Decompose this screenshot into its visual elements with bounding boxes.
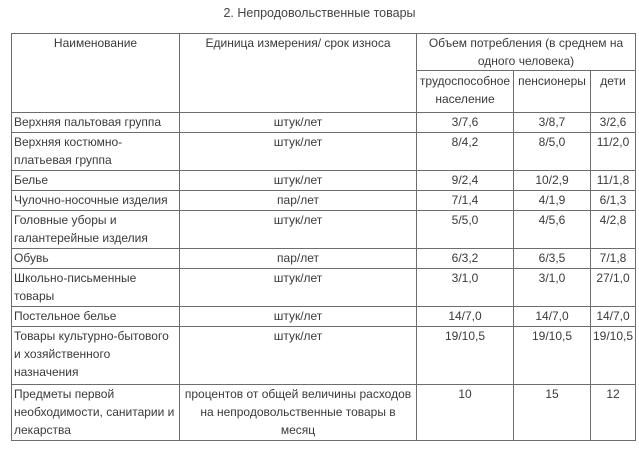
row-working-cell: 19/10,5 — [417, 327, 514, 385]
header-row-1 — [12, 34, 636, 71]
row-children-cell: 19/10,5 — [591, 327, 636, 385]
row-unit-cell: штук/лет — [180, 133, 417, 171]
row-children-cell: 4/2,8 — [591, 211, 636, 249]
row-children-cell: 3/2,6 — [591, 113, 636, 133]
row-working-cell: 14/7,0 — [417, 307, 514, 327]
table-row — [12, 385, 636, 441]
table-row — [12, 191, 636, 211]
row-unit-cell: штук/лет — [180, 269, 417, 307]
table-row — [12, 171, 636, 191]
row-working-cell: 3/7,6 — [417, 113, 514, 133]
table-row — [12, 307, 636, 327]
row-children-cell: 11/2,0 — [591, 133, 636, 171]
row-working-cell: 3/1,0 — [417, 269, 514, 307]
row-pensioners-cell: 4/5,6 — [514, 211, 591, 249]
row-children-cell: 7/1,8 — [591, 249, 636, 269]
row-name-cell: Обувь — [12, 249, 180, 269]
header-name: Наименование — [12, 34, 180, 113]
table-row — [12, 211, 636, 249]
row-name-cell: Белье — [12, 171, 180, 191]
row-working-cell: 5/5,0 — [417, 211, 514, 249]
table-body — [12, 113, 636, 441]
row-pensioners-cell: 15 — [514, 385, 591, 441]
row-name-cell: Верхняя костюмно-платьевая группа — [12, 133, 180, 171]
row-working-cell: 6/3,2 — [417, 249, 514, 269]
header-working: трудоспособное население — [417, 71, 514, 113]
table-row — [12, 269, 636, 307]
row-pensioners-cell: 4/1,9 — [514, 191, 591, 211]
row-pensioners-cell: 6/3,5 — [514, 249, 591, 269]
row-unit-cell: штук/лет — [180, 307, 417, 327]
row-pensioners-cell: 14/7,0 — [514, 307, 591, 327]
row-name-cell: Предметы первой необходимости, санитарии и лекарства — [12, 385, 180, 441]
row-children-cell: 6/1,3 — [591, 191, 636, 211]
row-name-cell: Товары культурно-бытового и хозяйственного назначения — [12, 327, 180, 385]
row-pensioners-cell: 3/1,0 — [514, 269, 591, 307]
header-volume: Объем потребления (в среднем на одного человека) — [417, 34, 636, 71]
row-name-cell: Чулочно-носочные изделия — [12, 191, 180, 211]
table-row — [12, 249, 636, 269]
row-name-cell: Головные уборы и галантерейные изделия — [12, 211, 180, 249]
table-row — [12, 327, 636, 385]
row-name-cell: Постельное белье — [12, 307, 180, 327]
row-name-cell: Школьно-письменные товары — [12, 269, 180, 307]
row-working-cell: 8/4,2 — [417, 133, 514, 171]
row-pensioners-cell: 19/10,5 — [514, 327, 591, 385]
row-working-cell: 7/1,4 — [417, 191, 514, 211]
header-children: дети — [591, 71, 636, 113]
row-unit-cell: штук/лет — [180, 171, 417, 191]
row-pensioners-cell: 10/2,9 — [514, 171, 591, 191]
row-children-cell: 14/7,0 — [591, 307, 636, 327]
row-unit-cell: пар/лет — [180, 191, 417, 211]
row-children-cell: 27/1,0 — [591, 269, 636, 307]
row-working-cell: 10 — [417, 385, 514, 441]
header-pensioners: пенсионеры — [514, 71, 591, 113]
page-title: 2. Непродовольственные товары — [223, 6, 416, 20]
row-unit-cell: штук/лет — [180, 327, 417, 385]
row-pensioners-cell: 8/5,0 — [514, 133, 591, 171]
goods-table — [11, 33, 636, 441]
row-unit-cell: пар/лет — [180, 249, 417, 269]
row-unit-cell: штук/лет — [180, 113, 417, 133]
row-pensioners-cell: 3/8,7 — [514, 113, 591, 133]
row-name-cell: Верхняя пальтовая группа — [12, 113, 180, 133]
row-unit-cell: штук/лет — [180, 211, 417, 249]
header-unit: Единица измерения/ срок износа — [180, 34, 417, 113]
row-children-cell: 12 — [591, 385, 636, 441]
row-unit-cell: процентов от общей величины расходов на непродовольственные товары в месяц — [180, 385, 417, 441]
row-working-cell: 9/2,4 — [417, 171, 514, 191]
table-row — [12, 133, 636, 171]
row-children-cell: 11/1,8 — [591, 171, 636, 191]
table-row — [12, 113, 636, 133]
